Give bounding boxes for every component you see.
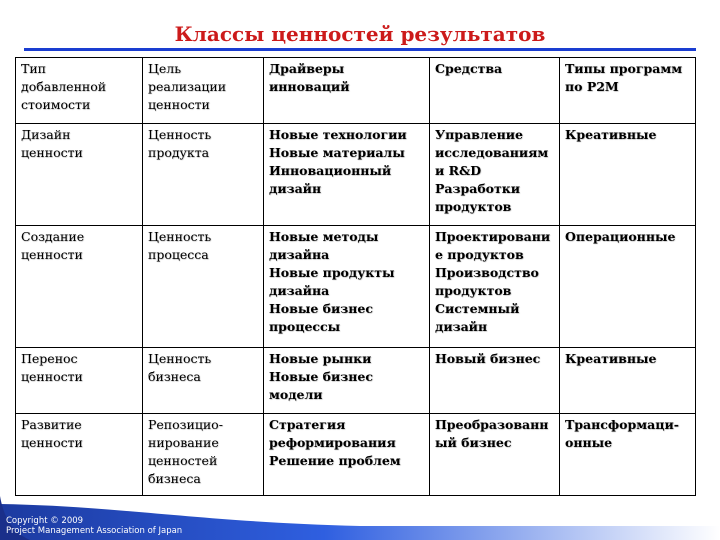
value-classes-table	[15, 57, 696, 496]
cell-text-line: Трансформаци-	[565, 417, 679, 432]
cell-text-line: Ценность	[148, 229, 212, 244]
value-development-row	[16, 414, 696, 496]
cell-text-line: Типы программ	[565, 61, 683, 76]
cell-text-line: Системный	[435, 301, 520, 316]
column-header-cell	[143, 58, 264, 124]
cell-text-line: продуктов	[435, 199, 512, 214]
cell-text-line: Средства	[435, 61, 503, 76]
table-cell	[16, 124, 143, 226]
cell-text-line: Новый бизнес	[435, 351, 541, 366]
cell-text-line: Проектировани	[435, 229, 551, 244]
cell-text-line: Решение проблем	[269, 453, 401, 468]
cell-text-line: Производство	[435, 265, 539, 280]
cell-text-line: Развитие	[21, 417, 82, 432]
cell-text-line: дизайн	[435, 319, 488, 334]
cell-text-line: ценности	[21, 247, 83, 262]
table-cell	[264, 348, 430, 414]
cell-text-line: дизайна	[269, 283, 330, 298]
column-header-cell	[264, 58, 430, 124]
cell-text-line: е продуктов	[435, 247, 524, 262]
cell-text-line: ценности	[21, 369, 83, 384]
cell-text-line: модели	[269, 387, 323, 402]
table-body	[16, 58, 696, 496]
cell-text-line: онные	[565, 435, 613, 450]
table-cell	[264, 124, 430, 226]
cell-text-line: Новые материалы	[269, 145, 405, 160]
copyright-line: Copyright © 2009	[6, 516, 84, 526]
table-cell	[560, 348, 696, 414]
cell-text-line: Новые продукты	[269, 265, 395, 280]
value-creation-row	[16, 226, 696, 348]
cell-text-line: Тип	[21, 61, 46, 76]
cell-text-line: Новые методы	[269, 229, 379, 244]
cell-text-line: инноваций	[269, 79, 350, 94]
cell-text-line: ценности	[21, 435, 83, 450]
cell-text-line: Управление	[435, 127, 523, 142]
column-header-cell	[16, 58, 143, 124]
cell-text-line: Репозицио-	[148, 417, 223, 432]
table-cell	[16, 414, 143, 496]
cell-text-line: Разработки	[435, 181, 521, 196]
footer	[0, 492, 720, 540]
cell-text-line: ый бизнес	[435, 435, 512, 450]
value-transfer-row	[16, 348, 696, 414]
cell-text-line: Новые бизнес	[269, 301, 373, 316]
cell-text-line: исследованиям	[435, 145, 549, 160]
cell-text-line: реализации	[148, 79, 227, 94]
table-cell	[16, 348, 143, 414]
table-cell	[430, 124, 560, 226]
table-cell	[560, 124, 696, 226]
table-cell	[430, 414, 560, 496]
copyright-line: Project Management Association of Japan	[6, 526, 183, 536]
cell-text-line: Ценность	[148, 351, 212, 366]
cell-text-line: бизнеса	[148, 471, 201, 486]
cell-text-line: Преобразованн	[435, 417, 549, 432]
cell-text-line: Создание	[21, 229, 85, 244]
cell-text-line: и R&D	[435, 163, 482, 178]
table-cell	[430, 348, 560, 414]
table-cell	[264, 226, 430, 348]
cell-text-line: Новые рынки	[269, 351, 372, 366]
table-cell	[430, 226, 560, 348]
cell-text-line: по P2M	[565, 79, 619, 94]
cell-text-line: дизайна	[269, 247, 330, 262]
cell-text-line: Стратегия	[269, 417, 346, 432]
cell-text-line: Креативные	[565, 351, 657, 366]
cell-text-line: Новые бизнес	[269, 369, 373, 384]
cell-text-line: Ценность	[148, 127, 212, 142]
table-cell	[143, 414, 264, 496]
cell-text-line: Перенос	[21, 351, 78, 366]
slide-title: Классы ценностей результатов	[174, 22, 546, 46]
cell-text-line: процесса	[148, 247, 209, 262]
cell-text-line: Креативные	[565, 127, 657, 142]
table-cell	[560, 226, 696, 348]
cell-text-line: Новые технологии	[269, 127, 407, 142]
table-cell	[143, 124, 264, 226]
table-cell	[143, 348, 264, 414]
cell-text-line: добавленной	[21, 79, 107, 94]
cell-text-line: ценности	[148, 97, 210, 112]
title-underline	[24, 48, 696, 51]
cell-text-line: Инновационный	[269, 163, 392, 178]
table-cell	[16, 226, 143, 348]
cell-text-line: Операционные	[565, 229, 676, 244]
copyright-notice	[6, 516, 182, 536]
cell-text-line: продукта	[148, 145, 210, 160]
cell-text-line: продуктов	[435, 283, 512, 298]
column-header-cell	[560, 58, 696, 124]
cell-text-line: стоимости	[21, 97, 91, 112]
cell-text-line: Дизайн	[21, 127, 71, 142]
cell-text-line: ценности	[21, 145, 83, 160]
cell-text-line: ценностей	[148, 453, 218, 468]
cell-text-line: нирование	[148, 435, 219, 450]
cell-text-line: Драйверы	[269, 61, 345, 76]
design-value-row	[16, 124, 696, 226]
cell-text-line: процессы	[269, 319, 341, 334]
column-header-cell	[430, 58, 560, 124]
cell-text-line: дизайн	[269, 181, 322, 196]
table-cell	[143, 226, 264, 348]
table-cell	[560, 414, 696, 496]
cell-text-line: Цель	[148, 61, 182, 76]
cell-text-line: бизнеса	[148, 369, 201, 384]
header-row	[16, 58, 696, 124]
table-cell	[264, 414, 430, 496]
cell-text-line: реформирования	[269, 435, 396, 450]
